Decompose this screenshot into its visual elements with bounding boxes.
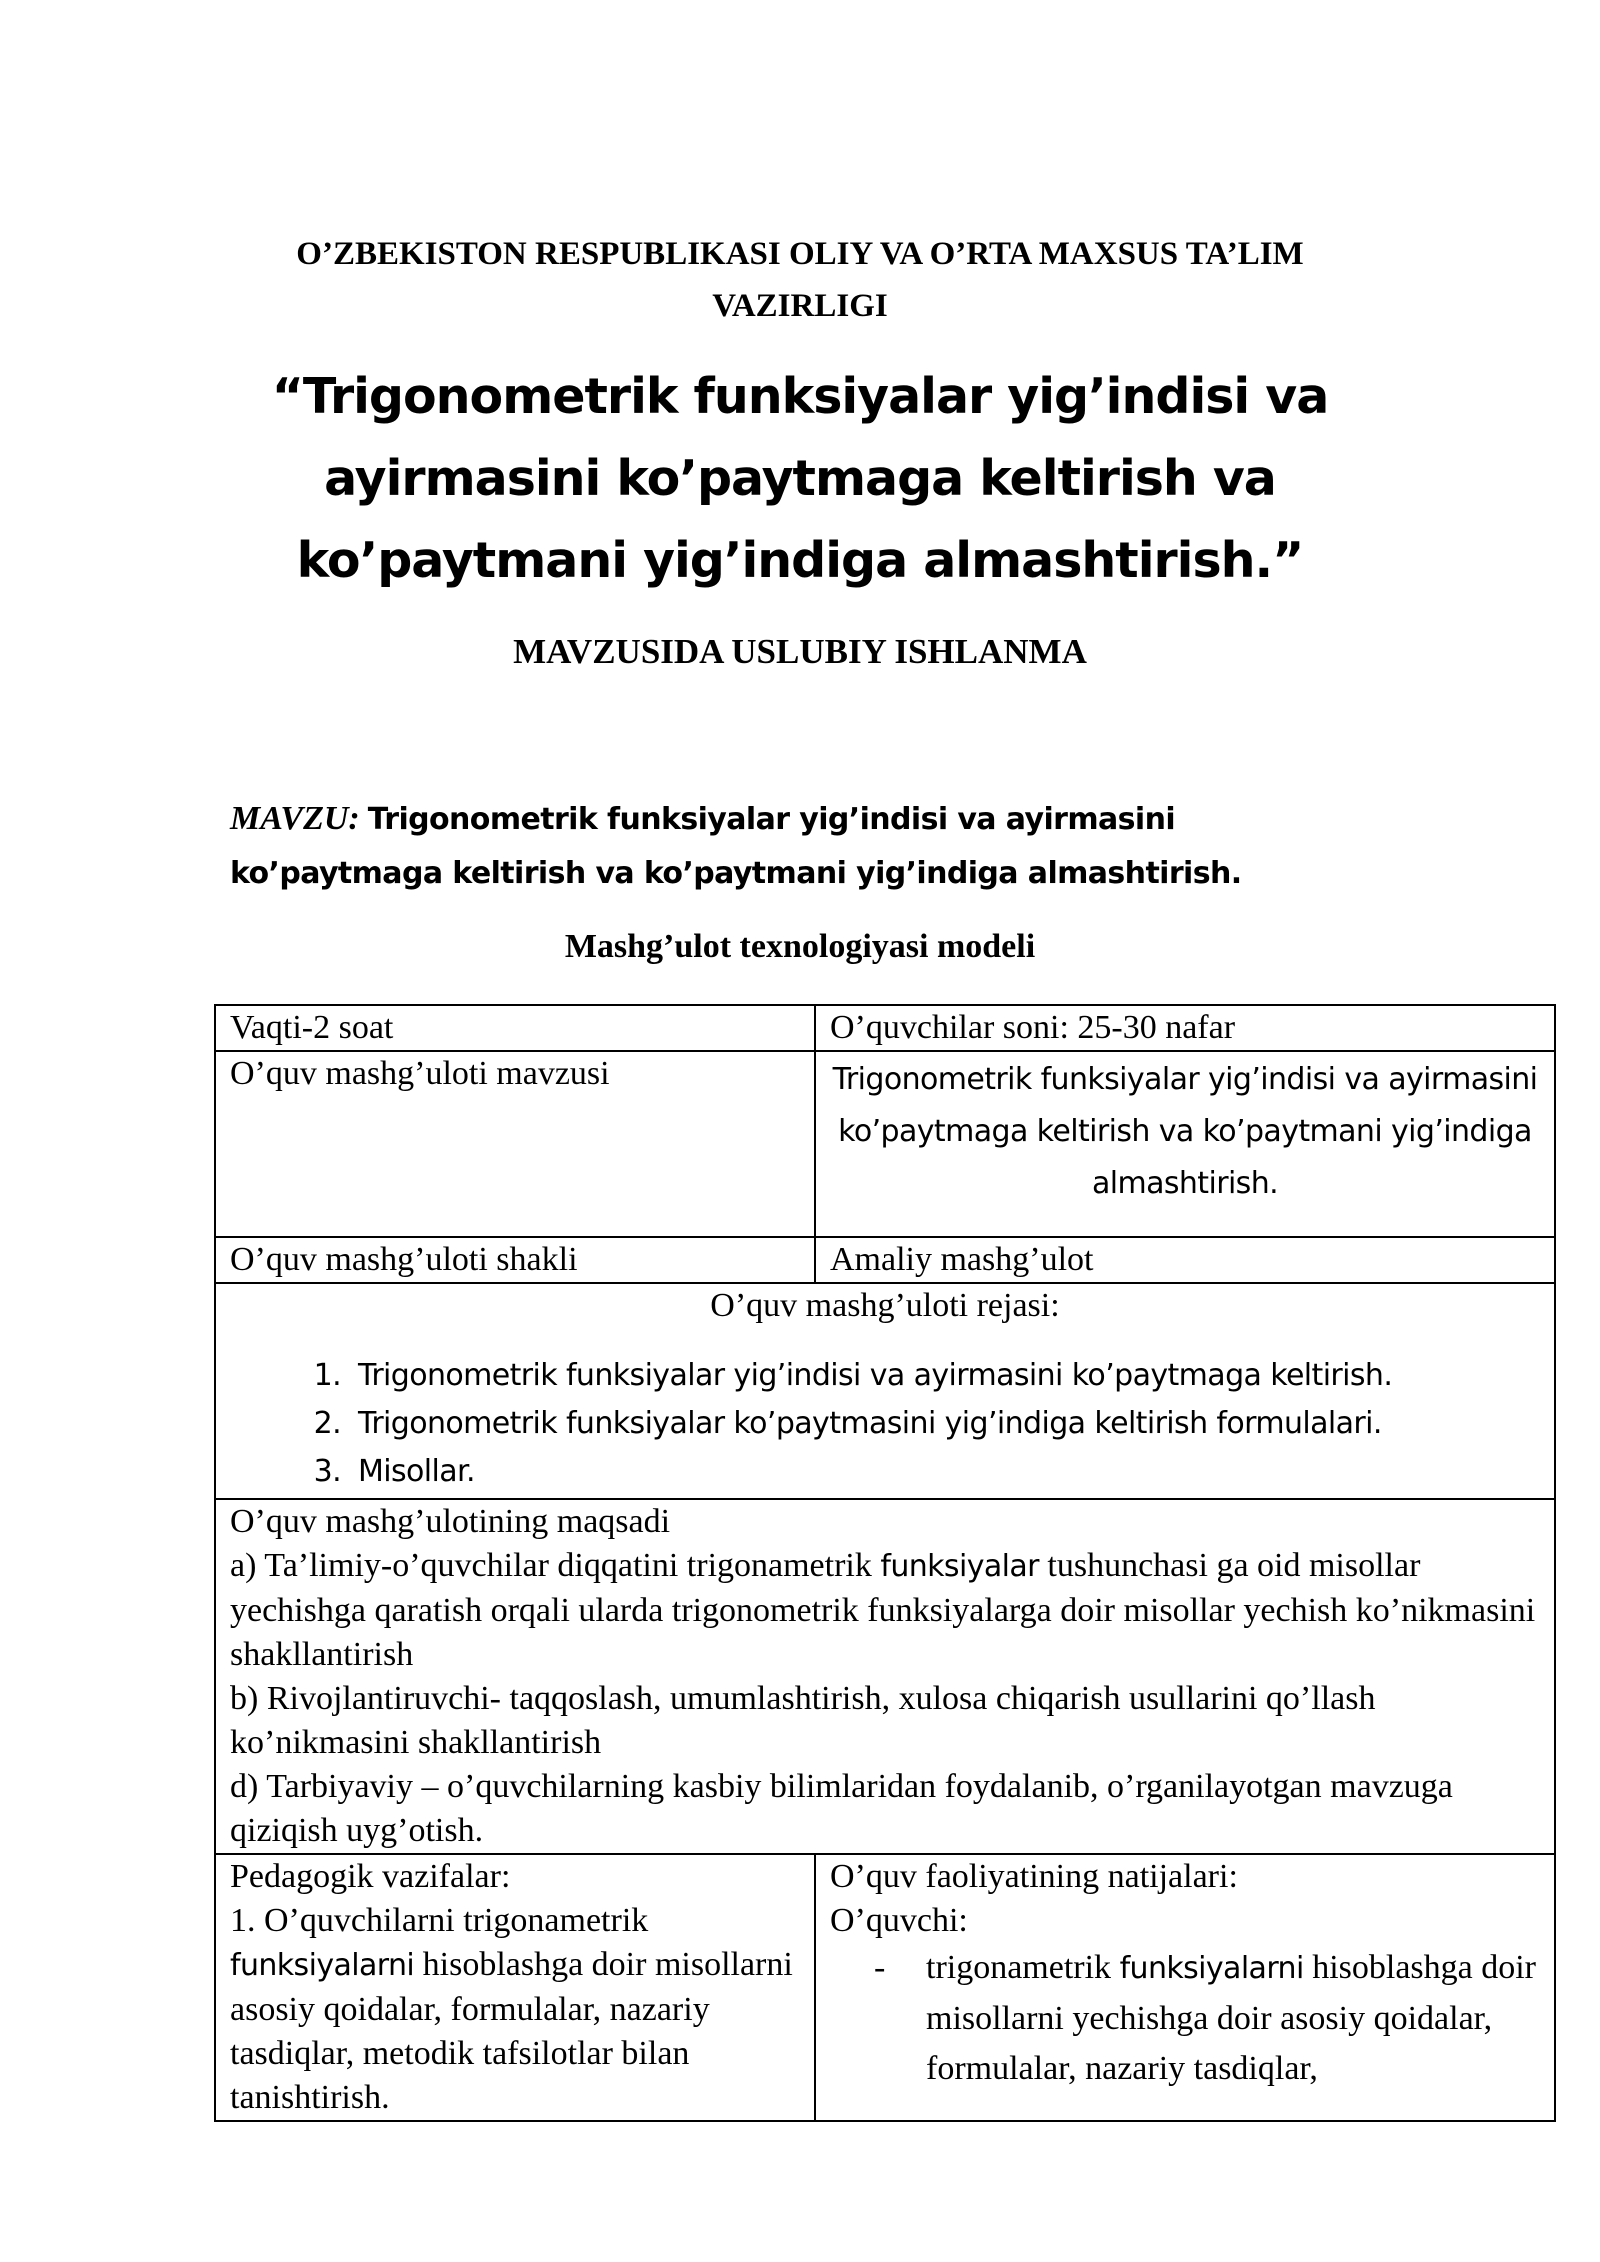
tasks-item-term: funksiyalarni [230,1948,415,1983]
topic-value-cell: Trigonometrik funksiyalar yig’indisi va ayirmasini ko’paytmaga keltirish va ko’paytmani yig’indiga almashtirish. [815,1051,1555,1237]
table-row [215,1283,1555,1499]
results-label: O’quv faoliyatining natijalari: [830,1858,1238,1895]
goal-item-a [230,1544,1540,1677]
topic-paragraph [230,792,1390,900]
goal-a-text: a) Ta’limiy-o’quvchilar diqqatini trigonametrik [230,1547,881,1584]
form-label-cell: O’quv mashg’uloti shakli [215,1237,815,1283]
tasks-item-text: 1. O’quvchilarni trigonametrik [230,1902,649,1939]
tasks-cell [215,1854,815,2121]
results-item-term: funksiyalarni [1119,1951,1304,1986]
list-item [830,1943,1540,2094]
table-row [215,1051,1555,1237]
topic-label: MAVZU: [230,800,360,837]
plan-item: 2. Trigonometrik funksiyalar ko’paytmasini yig’indiga keltirish formulalari. [350,1400,1540,1448]
ministry-heading: O’ZBEKISTON RESPUBLIKASI OLIY VA O’RTA MAXSUS TA’LIM VAZIRLIGI [296,236,1304,324]
tasks-label: Pedagogik vazifalar: [230,1858,511,1895]
results-subject: O’quvchi: [830,1902,968,1939]
goal-item-d: d) Tarbiyaviy – o’quvchilarning kasbiy bilimlaridan foydalanib, o’rganilayotgan mavzuga qiziqish uyg’otish. [230,1768,1453,1849]
table-row [215,1237,1555,1283]
goal-a-rest: tushunchasi ga oid misollar yechishga qaratish orqali ularda trigonometrik funksiyalarga doir misollar yechish ko’nikmasini shakllantirish [230,1547,1536,1673]
table-row [215,1499,1555,1854]
results-cell [815,1854,1555,2121]
dash-bullet: - [874,1949,886,1986]
results-list [830,1943,1540,2094]
goal-item-b: b) Rivojlantiruvchi- taqqoslash, umumlashtirish, xulosa chiqarish usullarini qo’llash ko’nikmasini shakllantirish [230,1680,1376,1761]
plan-item: 1. Trigonometrik funksiyalar yig’indisi va ayirmasini ko’paytmaga keltirish. [350,1352,1540,1400]
topic-text: Trigonometrik funksiyalar yig’indisi va ayirmasini ko’paytmaga keltirish va ko’paytmani yig’indiga almashtirish. [230,802,1242,891]
form-value-cell: Amaliy mashg’ulot [815,1237,1555,1283]
tasks-item-rest: hisoblashga doir misollarni asosiy qoidalar, formulalar, nazariy tasdiqlar, metodik tafsilotlar bilan tanishtirish. [230,1946,793,2116]
table-row [215,1005,1555,1051]
students-cell: O’quvchilar soni: 25-30 nafar [815,1005,1555,1051]
goal-a-term: funksiyalar [880,1549,1039,1584]
lesson-model-table [214,1004,1556,2122]
document-subtitle: MAVZUSIDA USLUBIY ISHLANMA [513,632,1087,671]
results-item-rest: hisoblashga doir misollarni yechishga doir asosiy qoidalar, formulalar, nazariy tasdiqlar, [926,1949,1537,2087]
plan-list [230,1352,1540,1496]
topic-label-cell: O’quv mashg’uloti mavzusi [215,1051,815,1237]
document-title: “Trigonometrik funksiyalar yig’indisi va ayirmasini ko’paytmaga keltirish va ko’paytmani yig’indiga almashtirish.” [271,368,1329,589]
plan-cell [215,1283,1555,1499]
plan-label: O’quv mashg’uloti rejasi: [710,1287,1060,1324]
plan-item: 3. Misollar. [350,1448,1540,1496]
model-heading: Mashg’ulot texnologiyasi modeli [564,928,1036,965]
results-item-text: trigonametrik [926,1949,1120,1986]
table-row [215,1854,1555,2121]
goal-label: O’quv mashg’ulotining maqsadi [230,1503,671,1540]
tasks-item [230,1899,800,2120]
time-cell: Vaqti-2 soat [215,1005,815,1051]
goal-cell [215,1499,1555,1854]
